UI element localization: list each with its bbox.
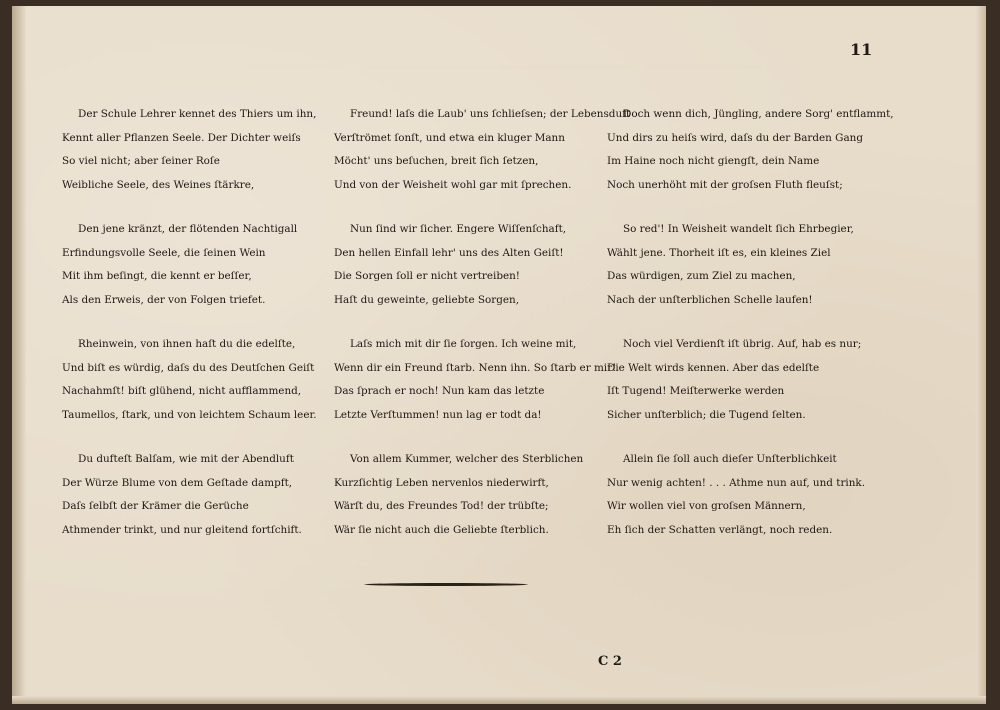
page-bottom-edge (12, 696, 986, 704)
verse-line: Kurzſichtig Leben nervenlos niederwirft, (334, 476, 549, 489)
verse-line: Haſt du geweinte, geliebte Sorgen, (334, 293, 520, 306)
poem-column-1 (62, 103, 332, 563)
verse-line: Eh ſich der Schatten verlängt, noch reden. (607, 523, 833, 536)
verse-line: Nach der unſterblichen Schelle laufen! (607, 293, 813, 306)
verse-line: Iſt Tugend! Meiſterwerke werden (607, 385, 785, 397)
page-number: 11 (850, 40, 873, 59)
verse-line: Sicher unſterblich; die Tugend ſelten. (607, 408, 806, 421)
verse-line: Und biſt es würdig, daſs du des Deutſchen Geiſt (62, 361, 315, 374)
verse-line: Die Sorgen ſoll er nicht vertreiben! (334, 270, 520, 282)
stanza (62, 103, 332, 218)
verse-line: Wählt jene. Thorheit iſt es, ein kleines Ziel (607, 246, 831, 259)
verse-line: Nur wenig achten! . . . Athme nun auf, und trink. (607, 476, 866, 489)
verse-line: Erfindungsvolle Seele, die ſeinen Wein (62, 246, 266, 259)
stanza (334, 103, 631, 218)
verse-line: Im Haine noch nicht giengſt, dein Name (607, 155, 820, 167)
verse-line: Der Würze Blume von dem Geſtade dampft, (62, 476, 293, 489)
verse-line: Wär ſie nicht auch die Geliebte ſterblich. (334, 523, 549, 536)
verse-line: Allein ſie ſoll auch dieſer Unſterblichkeit (623, 453, 837, 465)
verse-line: Möcht' uns beſuchen, breit ſich ſetzen, (334, 155, 539, 167)
verse-line: Als den Erweis, der von Folgen triefet. (62, 293, 266, 306)
verse-line: Nun ſind wir ſicher. Engere Wiſſenſchaft, (350, 223, 567, 235)
page-left-edge (12, 6, 26, 704)
stanza (62, 218, 332, 333)
verse-line: Taumellos, ſtark, und von leichtem Schaum leer. (62, 408, 317, 421)
stanza (607, 448, 877, 563)
verse-line: Und dirs zu heiſs wird, daſs du der Barden Gang (607, 131, 864, 144)
verse-line: Weibliche Seele, des Weines ſtärkre, (62, 178, 255, 191)
verse-line: Mit ihm beſingt, die kennt er beſſer, (62, 270, 252, 282)
verse-line: Freund! laſs die Laub' uns ſchlieſsen; der Lebensduft (350, 108, 631, 120)
verse-line: Daſs ſelbſt der Krämer die Gerüche (62, 500, 249, 512)
verse-line: So red'! In Weisheit wandelt ſich Ehrbegier, (623, 223, 854, 235)
verse-line: Nachahmſt! biſt glühend, nicht aufflammend, (62, 385, 302, 397)
verse-line: Letzte Verſtummen! nun lag er todt da! (334, 408, 542, 421)
poem-column-3 (607, 103, 894, 563)
verse-line: Und von der Weisheit wohl gar mit ſprechen. (334, 178, 572, 191)
verse-line: Das würdigen, zum Ziel zu machen, (607, 270, 796, 282)
ornamental-rule (364, 583, 528, 586)
stanza (607, 333, 877, 448)
verse-line: Noch viel Verdienſt iſt übrig. Auf, hab es nur; (623, 338, 862, 350)
verse-line: Kennt aller Pflanzen Seele. Der Dichter weiſs (62, 131, 301, 144)
page-right-edge (976, 6, 986, 704)
stanza (334, 333, 617, 448)
verse-line: Den hellen Einfall lehr' uns des Alten Geiſt! (334, 246, 564, 259)
stanza (334, 448, 604, 563)
verse-line: Wärſt du, des Freundes Tod! der trübſte; (334, 500, 549, 512)
verse-line: Der Schule Lehrer kennet des Thiers um ihn, (78, 108, 317, 120)
verse-line: Rheinwein, von ihnen haſt du die edelſte, (78, 338, 296, 350)
verse-line: Athmender trinkt, und nur gleitend fortſchift. (62, 523, 302, 536)
stanza (62, 333, 332, 448)
poem-column-2 (334, 103, 631, 563)
verse-line: Verſtrömet ſonſt, und etwa ein kluger Mann (334, 131, 565, 144)
stanza (607, 218, 877, 333)
stanza (334, 218, 604, 333)
signature-mark: C 2 (598, 654, 622, 669)
verse-line: Von allem Kummer, welcher des Sterblichen (350, 453, 584, 465)
verse-line: So viel nicht; aber ſeiner Roſe (62, 155, 220, 167)
stanza (62, 448, 332, 563)
stanza (607, 103, 894, 218)
verse-line: Doch wenn dich, Jüngling, andere Sorg' entflammt, (623, 108, 894, 120)
verse-line: Laſs mich mit dir ſie ſorgen. Ich weine mit, (350, 338, 577, 350)
verse-line: Wir wollen viel von groſsen Männern, (607, 500, 806, 512)
verse-line: Das ſprach er noch! Nun kam das letzte (334, 385, 545, 397)
show-through-text (242, 40, 762, 68)
verse-line: Den jene kränzt, der flötenden Nachtigall (78, 223, 298, 235)
verse-line: Wenn dir ein Freund ſtarb. Nenn ihn. So ſtarb er mir! (334, 361, 617, 374)
verse-line: Noch unerhöht mit der groſsen Fluth fleuſst; (607, 178, 843, 191)
verse-line: Du dufteſt Balſam, wie mit der Abendluft (78, 453, 294, 465)
verse-line: Die Welt wirds kennen. Aber das edelſte (607, 361, 820, 374)
book-page (12, 6, 986, 704)
